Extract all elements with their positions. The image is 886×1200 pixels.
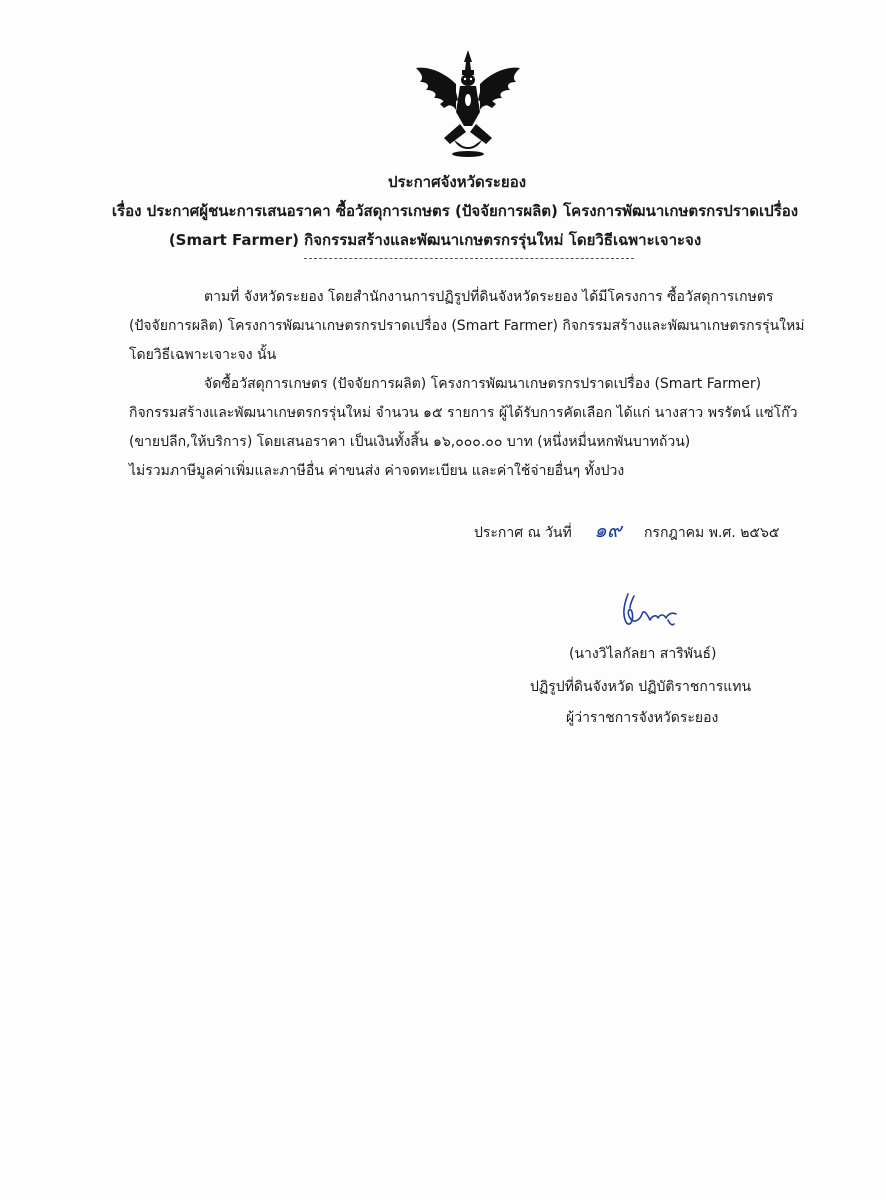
announcement-subject-line1: เรื่อง ประกาศผู้ชนะการเสนอราคา ซื้อวัสดุการเกษตร (ปัจจัยการผลิต) โครงการพัฒนาเกษตรกรปราดเปรื่อง [111,202,799,220]
paragraph2-line1: จัดซื้อวัสดุการเกษตร (ปัจจัยการผลิต) โครงการพัฒนาเกษตรกรปราดเปรื่อง (Smart Farmer) [204,376,762,392]
paragraph2-line3: (ขายปลีก,ให้บริการ) โดยเสนอราคา เป็นเงินทั้งสิ้น ๑๖,๐๐๐.๐๐ บาท (หนึ่งหมื่นหกพันบาทถ้วน) [129,434,691,450]
dateline [474,520,780,543]
paragraph1-line2: (ปัจจัยการผลิต) โครงการพัฒนาเกษตรกรปราดเปรื่อง (Smart Farmer) กิจกรรมสร้างและพัฒนาเกษตรกรรุ่นใหม่ [129,318,805,334]
paragraph2-line2: กิจกรรมสร้างและพัฒนาเกษตรกรรุ่นใหม่ จำนวน ๑๕ รายการ ผู้ได้รับการคัดเลือก ได้แก่ นางสาว พรรัตน์ แซ่โก๊ว [129,405,798,421]
dateline-prefix: ประกาศ ณ วันที่ [474,525,572,541]
paragraph2-line4: ไม่รวมภาษีมูลค่าเพิ่มและภาษีอื่น ค่าขนส่ง ค่าจดทะเบียน และค่าใช้จ่ายอื่นๆ ทั้งปวง [129,463,625,479]
divider-line [304,258,634,259]
handwritten-signature [614,590,684,640]
dateline-month-year: กรกฎาคม พ.ศ. ๒๕๖๕ [643,525,780,541]
signatory-name: (นางวิไลกัลยา สาริพันธ์) [569,646,717,662]
dateline-day: ๑๙ [594,518,622,542]
paragraph1-line3: โดยวิธีเฉพาะเจาะจง นั้น [129,347,277,363]
signatory-position-line2: ผู้ว่าราชการจังหวัดระยอง [566,710,719,726]
signatory-position-line1: ปฏิรูปที่ดินจังหวัด ปฏิบัติราชการแทน [530,679,752,695]
garuda-emblem-icon [410,48,526,160]
paragraph1-line1: ตามที่ จังหวัดระยอง โดยสำนักงานการปฏิรูปที่ดินจังหวัดระยอง ได้มีโครงการ ซื้อวัสดุการเกษตร [204,289,774,305]
announcement-title: ประกาศจังหวัดระยอง [387,173,527,191]
announcement-subject-line2: (Smart Farmer) กิจกรรมสร้างและพัฒนาเกษตรกรรุ่นใหม่ โดยวิธีเฉพาะเจาะจง [168,231,702,249]
